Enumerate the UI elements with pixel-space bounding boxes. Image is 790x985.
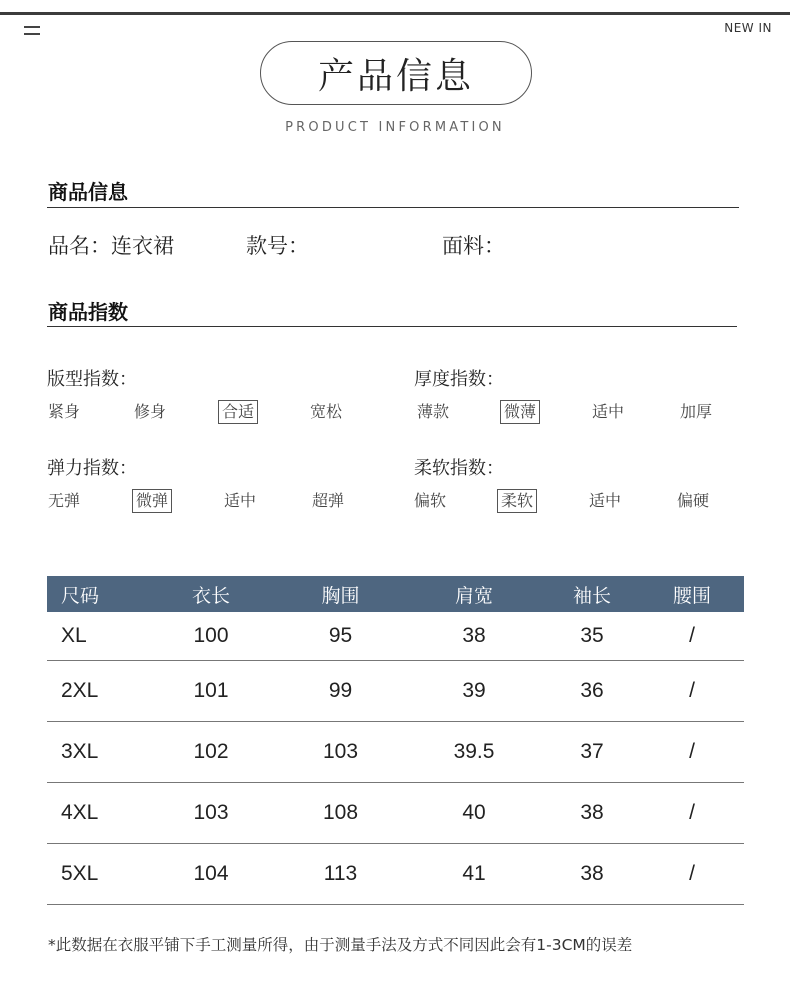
softness-option: 偏硬: [677, 491, 710, 510]
softness-option: 适中: [589, 491, 622, 510]
header-shoulder: 肩宽: [404, 576, 544, 612]
softness-option: 偏软: [414, 491, 447, 510]
fit-option: 修身: [134, 402, 167, 421]
fit-option: 紧身: [48, 402, 81, 421]
elasticity-option: 超弹: [312, 491, 345, 510]
thickness-option: 适中: [592, 402, 625, 421]
table-row: [47, 783, 744, 844]
table-cell: /: [640, 612, 744, 661]
measurement-note: *此数据在衣服平铺下手工测量所得，由于测量手法及方式不同因此会有1-3CM的误差: [48, 936, 633, 954]
table-cell: /: [640, 661, 744, 722]
menu-icon[interactable]: [24, 26, 40, 38]
product-model: 款号：: [246, 234, 309, 258]
table-cell: 108: [277, 783, 404, 844]
table-cell: 99: [277, 661, 404, 722]
goods-index-heading: 商品指数: [48, 300, 128, 324]
fit-index-title: 版型指数：: [47, 369, 137, 390]
table-cell: /: [640, 722, 744, 783]
elasticity-option: 适中: [224, 491, 257, 510]
table-cell: 35: [544, 612, 640, 661]
goods-info-heading: 商品信息: [48, 180, 128, 204]
thickness-option: 薄款: [417, 402, 450, 421]
table-cell: /: [640, 844, 744, 905]
goods-info-divider: [47, 207, 739, 208]
new-in-label: NEW IN: [724, 21, 772, 35]
page-title: 产品信息: [260, 41, 532, 105]
header-size: 尺码: [47, 576, 145, 612]
size-table-header: [47, 576, 744, 612]
table-cell: 37: [544, 722, 640, 783]
table-cell: 40: [404, 783, 544, 844]
softness-option: 柔软: [497, 489, 537, 513]
table-cell: 39: [404, 661, 544, 722]
table-cell: /: [640, 783, 744, 844]
table-cell: 38: [544, 844, 640, 905]
goods-index-divider: [47, 326, 737, 327]
product-name: 品名：连衣裙: [48, 234, 174, 258]
header-bust: 胸围: [277, 576, 404, 612]
table-cell: 38: [544, 783, 640, 844]
table-cell: 102: [145, 722, 277, 783]
size-table: [47, 576, 744, 905]
fit-option: 宽松: [310, 402, 343, 421]
softness-index-title: 柔软指数：: [414, 458, 504, 479]
table-cell: 95: [277, 612, 404, 661]
header-length: 衣长: [145, 576, 277, 612]
table-cell: 4XL: [47, 783, 145, 844]
header-sleeve: 袖长: [544, 576, 640, 612]
table-row: [47, 722, 744, 783]
table-cell: 39.5: [404, 722, 544, 783]
elasticity-index-title: 弹力指数：: [47, 458, 137, 479]
table-cell: 101: [145, 661, 277, 722]
table-row: [47, 612, 744, 661]
table-cell: 103: [145, 783, 277, 844]
table-cell: 3XL: [47, 722, 145, 783]
elasticity-option: 无弹: [48, 491, 81, 510]
product-fabric: 面料：: [442, 234, 505, 258]
thickness-index-title: 厚度指数：: [414, 369, 504, 390]
thickness-option: 微薄: [500, 400, 540, 424]
table-row: [47, 844, 744, 905]
table-cell: 5XL: [47, 844, 145, 905]
top-bar: [0, 12, 790, 15]
fit-option: 合适: [218, 400, 258, 424]
table-cell: 113: [277, 844, 404, 905]
table-cell: XL: [47, 612, 145, 661]
table-row: [47, 661, 744, 722]
table-cell: 100: [145, 612, 277, 661]
table-cell: 38: [404, 612, 544, 661]
header-waist: 腰围: [640, 576, 744, 612]
table-cell: 104: [145, 844, 277, 905]
table-cell: 103: [277, 722, 404, 783]
table-cell: 41: [404, 844, 544, 905]
elasticity-option: 微弹: [132, 489, 172, 513]
table-cell: 2XL: [47, 661, 145, 722]
page-subtitle: PRODUCT INFORMATION: [285, 120, 505, 135]
table-cell: 36: [544, 661, 640, 722]
thickness-option: 加厚: [680, 402, 713, 421]
